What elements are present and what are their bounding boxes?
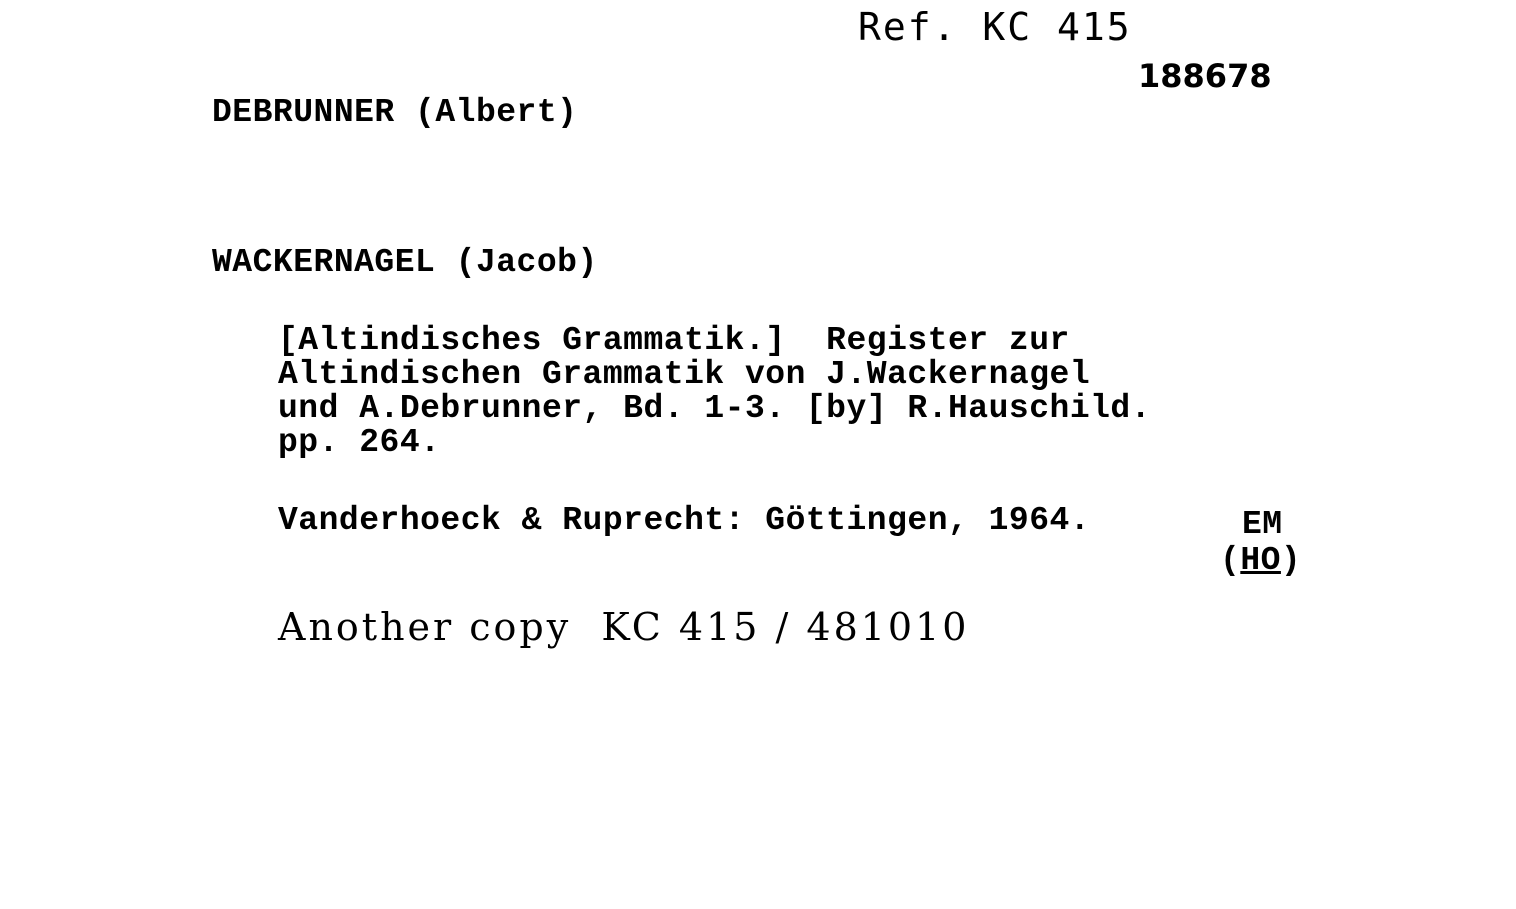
code-secondary-text: HO <box>1240 542 1281 579</box>
title-line: pp. 264. <box>278 424 441 461</box>
another-copy-note: Another copy KC 415 / 481010 <box>278 605 970 649</box>
code-open-paren: ( <box>1220 542 1241 579</box>
shelfmark: Ref. KC 415 <box>858 5 1132 49</box>
location-code-secondary <box>1220 544 1301 577</box>
imprint: Vanderhoeck & Ruprecht: Göttingen, 1964. <box>278 502 1091 539</box>
title-line: [Altindisches Grammatik.] Register zur <box>278 322 1070 359</box>
title-line: Altindischen Grammatik von J.Wackernagel <box>278 356 1091 393</box>
title-line: und A.Debrunner, Bd. 1-3. [by] R.Hauschild. <box>278 390 1152 427</box>
code-close-paren: ) <box>1280 542 1302 579</box>
added-entry-heading: DEBRUNNER (Albert) <box>212 94 578 131</box>
accession-number: 188678 <box>1138 57 1272 95</box>
main-entry-heading: WACKERNAGEL (Jacob) <box>212 244 598 281</box>
location-code: EM <box>1242 506 1283 543</box>
